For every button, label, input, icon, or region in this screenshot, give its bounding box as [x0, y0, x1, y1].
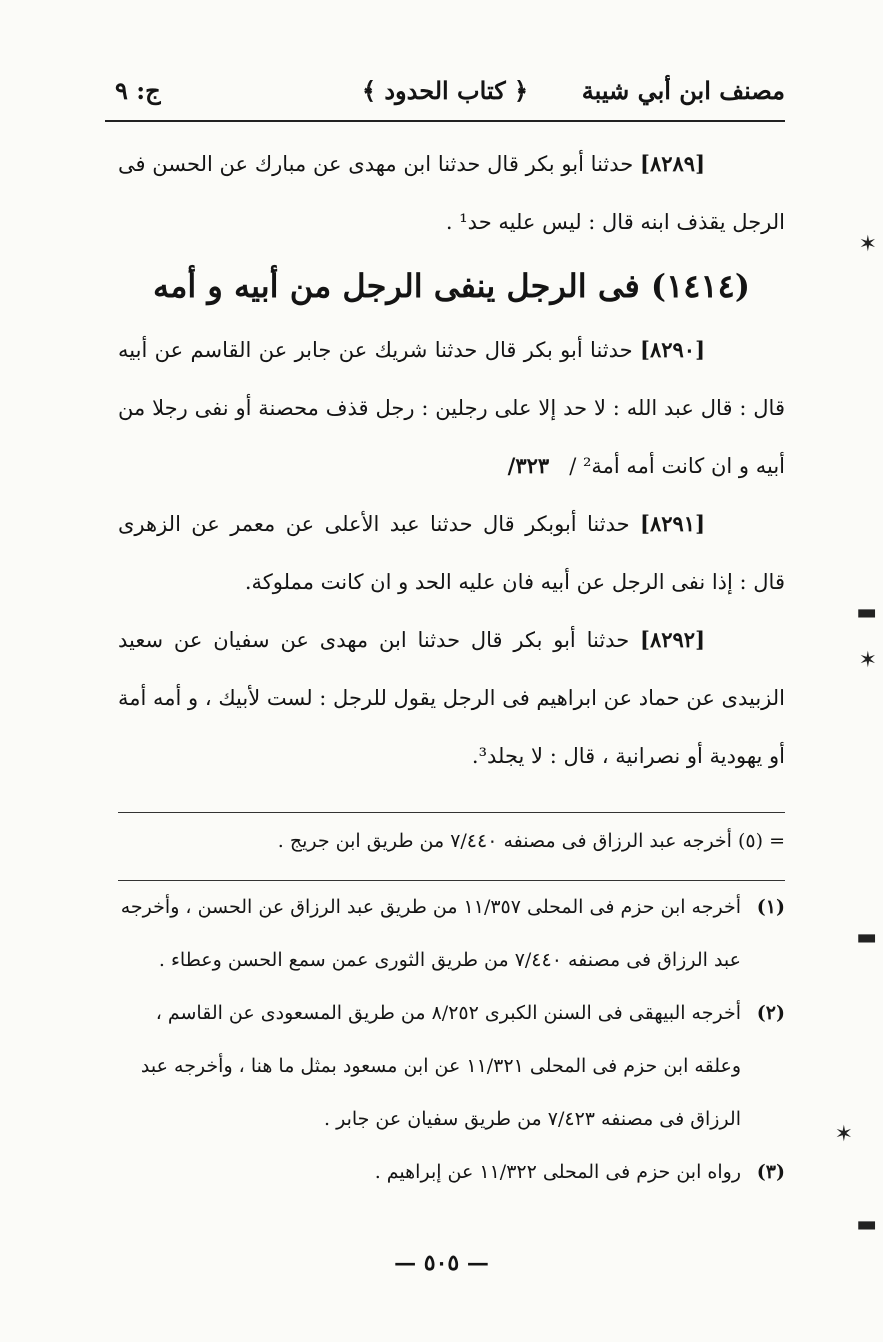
- hadith-text: حدثنا أبو بكر قال حدثنا شريك عن جابر عن القاسم عن أبيه قال : قال عبد الله : لا حد إلا على رجلين : رجل قذف محصنة أو نفى رجلا من أبيه و ان كانت أمه أمة² /: [118, 338, 785, 478]
- page-number: — ٥٠٥ —: [394, 1250, 489, 1276]
- margin-mark-icon: ▬: [856, 1212, 877, 1237]
- footnote-2: [118, 987, 785, 1146]
- footnote-text: رواه ابن حزم فى المحلى ١١/٣٢٢ عن إبراهيم .: [374, 1161, 741, 1183]
- footnote-number: (١): [756, 896, 785, 918]
- footnote-3: [118, 1146, 785, 1199]
- hadith-number: [٨٢٩١]: [640, 511, 705, 536]
- footnote-continued: = (٥) أخرجه عبد الرزاق فى مصنفه ٧/٤٤٠ من طريق ابن جريج .: [277, 830, 785, 852]
- hadith-number: [٨٢٩٢]: [640, 627, 705, 652]
- chapter-heading: (١٤١٤) فى الرجل ينفى الرجل من أبيه و أمه: [153, 267, 750, 305]
- original-page-mark: ٣٢٣/: [507, 453, 550, 478]
- margin-mark-icon: ✶: [834, 1122, 853, 1147]
- footnote-number: (٢): [756, 1002, 785, 1024]
- footnotes: [118, 812, 785, 1199]
- footnote-separator: [118, 812, 785, 813]
- margin-mark-icon: ✶: [858, 648, 877, 673]
- main-text: [118, 135, 785, 785]
- hadith-text: حدثنا أبوبكر قال حدثنا عبد الأعلى عن معمر عن الزهرى قال : إذا نفى الرجل عن أبيه فان عليه الحد و ان كانت مملوكة.: [118, 512, 785, 594]
- hadith-text: حدثنا أبو بكر قال حدثنا ابن مهدى عن سفيان عن سعيد الزبيدى عن حماد عن ابراهيم فى الرجل يقول للرجل : لست لأبيك ، و أمه أمة أو يهودية أو نصرانية ، قال : لا يجلد³.: [118, 628, 785, 768]
- section-title: ﴿ كتاب الحدود ﴾: [361, 76, 529, 105]
- footnote-text: أخرجه البيهقى فى السنن الكبرى ٨/٢٥٢ من طريق المسعودى عن القاسم ، وعلقه ابن حزم فى المحلى ١١/٣٢١ عن ابن مسعود بمثل ما هنا ، وأخرجه عبد الرزاق فى مصنفه ٧/٤٢٣ من طريق سفيان عن جابر .: [140, 1002, 741, 1130]
- hadith-text: حدثنا أبو بكر قال حدثنا ابن مهدى عن مبارك عن الحسن فى الرجل يقذف ابنه قال : ليس عليه حد¹ .: [118, 152, 785, 234]
- footnote-number: (٣): [756, 1161, 785, 1183]
- volume-number: ج: ٩: [115, 76, 161, 105]
- hadith-8292: [118, 611, 785, 785]
- margin-mark-icon: ▬: [856, 925, 877, 950]
- margin-mark-icon: ✶: [858, 232, 877, 257]
- book-title: مصنف ابن أبي شيبة: [581, 76, 785, 105]
- hadith-number: [٨٢٩٠]: [640, 337, 705, 362]
- hadith-8290: [118, 321, 785, 495]
- footnote-1: [118, 881, 785, 987]
- hadith-8291: [118, 495, 785, 611]
- margin-mark-icon: ▬: [856, 600, 877, 625]
- hadith-8289: [118, 135, 785, 251]
- footnote-text: أخرجه ابن حزم فى المحلى ١١/٣٥٧ من طريق عبد الرزاق عن الحسن ، وأخرجه عبد الرزاق فى مصنفه ٧/٤٤٠ من طريق الثورى عمن سمع الحسن وعطاء .: [120, 896, 741, 971]
- running-header: [105, 70, 785, 122]
- hadith-number: [٨٢٨٩]: [640, 151, 705, 176]
